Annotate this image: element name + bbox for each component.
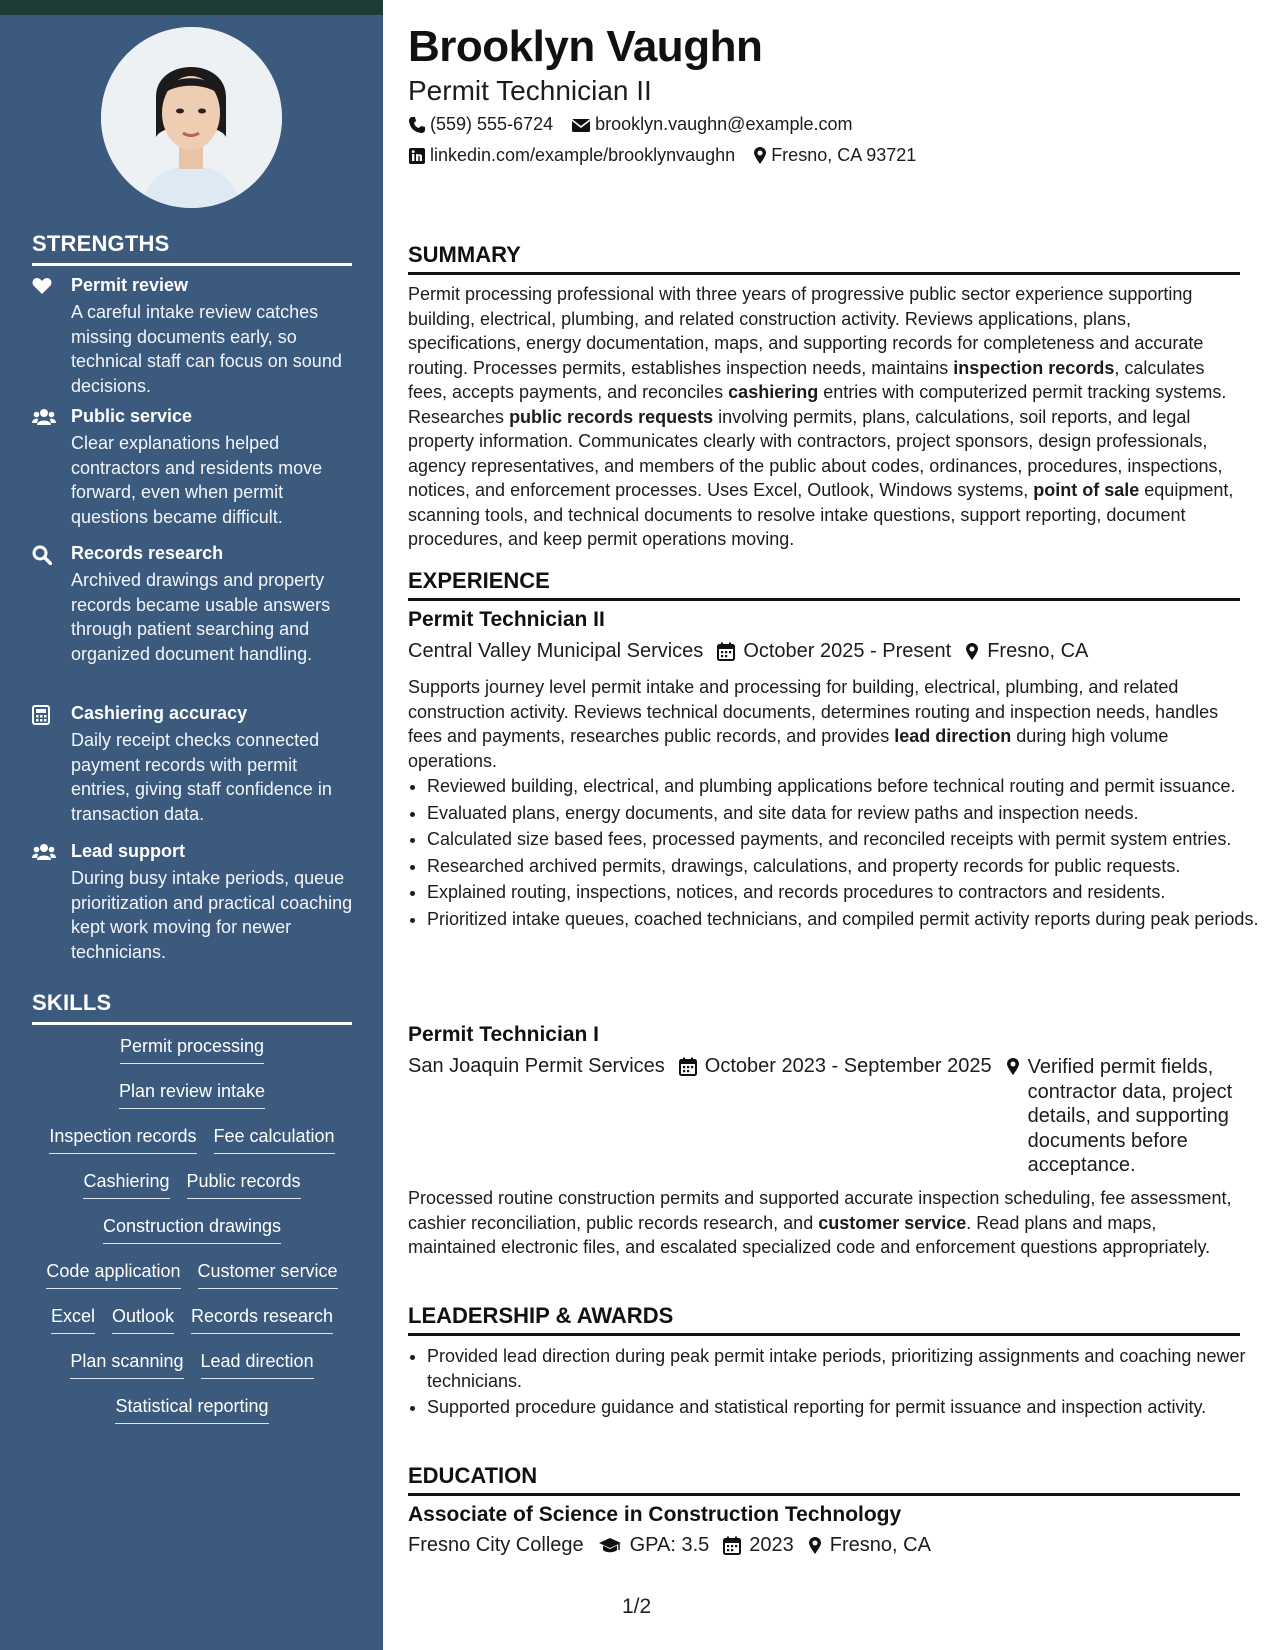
map-pin-icon xyxy=(753,146,767,165)
skill-tag: Excel xyxy=(51,1306,95,1334)
job-dates: October 2025 - Present xyxy=(743,640,952,662)
job-location: Verified permit fields, contractor data, project details, and supporting documents before acceptance. xyxy=(1027,1056,1233,1176)
candidate-name: Brooklyn Vaughn xyxy=(408,22,763,71)
linkedin-link[interactable]: linkedin.com/example/brooklynvaughn xyxy=(430,145,736,165)
gpa-text: GPA: 3.5 xyxy=(629,1534,710,1556)
bullet-item: • Provided lead direction during peak permit intake periods, prioritizing assignments and coaching newer technicians. xyxy=(427,1344,1259,1393)
strength-description: During busy intake periods, queue prioritization and practical coaching kept work moving for newer technicians. xyxy=(71,868,353,962)
bullet-item: • Explained routing, inspections, notices, and records procedures to contractors and residents. xyxy=(427,880,1259,905)
degree-title: Associate of Science in Construction Technology xyxy=(408,1503,902,1526)
skills-row xyxy=(32,1171,352,1216)
page-number: 1/2 xyxy=(622,1595,652,1618)
skill-tag: Inspection records xyxy=(49,1126,196,1154)
company-name: San Joaquin Permit Services xyxy=(408,1055,665,1077)
education-heading: EDUCATION xyxy=(408,1463,1240,1496)
job-highlight: lead direction xyxy=(894,726,1012,746)
skill-tag: Permit processing xyxy=(120,1036,264,1064)
strength-description: Daily receipt checks connected payment records with permit entries, giving staff confidence in transaction data. xyxy=(71,730,332,824)
education-meta xyxy=(408,1534,945,1557)
calendar-icon xyxy=(679,1057,697,1076)
job-meta xyxy=(408,1055,1257,1178)
education-year: 2023 xyxy=(749,1534,794,1556)
job-description: Supports journey level permit intake and processing for building, electrical, plumbing, and related construction activity. Reviews technical documents, determines routing and inspection needs, handles fees and payments, researches public records, and provides lead direction during high volume operations. xyxy=(408,677,1219,771)
skill-tag: Code application xyxy=(46,1261,180,1289)
skills-heading: SKILLS xyxy=(32,990,352,1025)
skill-tag: Plan review intake xyxy=(119,1081,265,1109)
skill-tag: Records research xyxy=(191,1306,333,1334)
job-title: Permit Technician I xyxy=(408,1023,599,1046)
summary-highlight: inspection records xyxy=(953,357,1115,378)
linkedin-icon xyxy=(408,147,426,165)
skill-tag: Fee calculation xyxy=(214,1126,335,1154)
job-highlight: customer service xyxy=(818,1212,967,1233)
strength-title: Cashiering accuracy xyxy=(71,703,248,723)
skills-row xyxy=(32,1306,352,1351)
skill-tag: Lead direction xyxy=(201,1351,314,1379)
strength-title: Public service xyxy=(71,406,193,426)
strength-item xyxy=(32,406,352,526)
skills-row xyxy=(32,1126,352,1171)
strength-description: Clear explanations helped contractors and residents move forward, even when permit questions became difficult. xyxy=(71,433,323,527)
calculator-icon xyxy=(32,705,54,725)
strengths-heading: STRENGTHS xyxy=(32,231,352,266)
leadership-bullets xyxy=(408,1344,1259,1422)
education-location-item xyxy=(808,1534,931,1557)
phone-icon xyxy=(408,116,426,134)
phone-item xyxy=(408,114,553,135)
bullet-item: • Calculated size based fees, processed payments, and reconciled receipts with permit system entries. xyxy=(427,827,1259,852)
graduation-cap-icon xyxy=(598,1537,622,1555)
date-item xyxy=(679,1055,992,1078)
sidebar-top-bar xyxy=(0,0,383,15)
gpa-item xyxy=(598,1534,710,1557)
bullet-item: • Evaluated plans, energy documents, and site data for review paths and inspection needs. xyxy=(427,801,1259,826)
skill-tag: Cashiering xyxy=(83,1171,169,1199)
strength-item xyxy=(32,841,352,961)
map-pin-icon xyxy=(965,642,979,661)
sidebar xyxy=(0,0,383,1650)
job-location-item xyxy=(1006,1055,1243,1178)
job-bullets xyxy=(408,774,1259,933)
job-dates: October 2023 - September 2025 xyxy=(704,1055,992,1077)
candidate-title: Permit Technician II xyxy=(408,75,652,106)
calendar-icon xyxy=(723,1536,741,1555)
contact-row xyxy=(408,145,934,166)
strength-title: Lead support xyxy=(71,841,186,861)
skill-tag: Construction drawings xyxy=(103,1216,281,1244)
skill-tag: Statistical reporting xyxy=(115,1396,268,1424)
bullet-item: • Researched archived permits, drawings, calculations, and property records for public requests. xyxy=(427,854,1259,879)
company-name: Central Valley Municipal Services xyxy=(408,640,704,662)
email-item xyxy=(571,114,852,135)
location-item xyxy=(753,145,916,166)
skill-tag: Outlook xyxy=(112,1306,174,1334)
job-location-item xyxy=(965,640,1088,663)
email-link[interactable]: brooklyn.vaughn@example.com xyxy=(595,114,853,134)
skill-tag: Customer service xyxy=(198,1261,338,1289)
date-item xyxy=(723,1534,794,1557)
people-icon xyxy=(32,408,54,428)
skills-row xyxy=(32,1216,352,1261)
calendar-icon xyxy=(717,642,735,661)
experience-heading: EXPERIENCE xyxy=(408,568,1240,601)
strength-description: A careful intake review catches missing documents early, so technical staff can focus on sound decisions. xyxy=(71,302,342,396)
summary-heading: SUMMARY xyxy=(408,242,1240,275)
people-icon xyxy=(32,843,54,863)
skills-row xyxy=(32,1396,352,1441)
location-text: Fresno, CA 93721 xyxy=(771,145,917,165)
skill-tag: Public records xyxy=(187,1171,301,1199)
bullet-item: • Prioritized intake queues, coached technicians, and compiled permit activity reports during peak periods. xyxy=(427,907,1259,932)
job-meta xyxy=(408,640,1102,663)
profile-photo xyxy=(101,27,282,208)
date-item xyxy=(717,640,951,663)
envelope-icon xyxy=(571,117,591,133)
summary-text: Permit processing professional with three years of progressive public sector experience supporting building, electrical, plumbing, and related construction activity. Reviews applications, plans, specifications, energy documentation, maps, and supporting records for completeness and accurate routing. Processes permits, establishes inspection needs, maintains inspection records, calculates fees, accepts payments, and reconciles cashiering entries with computerized permit tracking systems. Researches public records requests involving permits, plans, calculations, soil reports, and legal property information. Communicates clearly with contractors, project sponsors, design professionals, agency representatives, and members of the public about codes, ordinances, procedures, inspections, notices, and enforcement processes. Uses Excel, Outlook, Windows systems, point of sale equipment, scanning tools, and technical documents to resolve intake questions, support reporting, document procedures, and keep permit operations moving. xyxy=(408,284,1234,549)
map-pin-icon xyxy=(808,1536,822,1555)
strength-item xyxy=(32,703,352,823)
skills-row xyxy=(32,1036,352,1081)
job-title: Permit Technician II xyxy=(408,608,605,631)
strength-description: Archived drawings and property records became usable answers through patient searching and organized document handling. xyxy=(71,570,331,664)
skills-row xyxy=(32,1351,352,1396)
linkedin-item xyxy=(408,145,735,166)
map-pin-icon xyxy=(1006,1057,1020,1076)
phone-text: (559) 555-6724 xyxy=(430,114,554,134)
bullet-item: • Reviewed building, electrical, and plumbing applications before technical routing and permit issuance. xyxy=(427,774,1259,799)
strength-item xyxy=(32,543,352,663)
contact-row xyxy=(408,114,871,135)
school-name: Fresno City College xyxy=(408,1534,584,1556)
summary-highlight: cashiering xyxy=(728,382,819,402)
summary-highlight: public records requests xyxy=(509,406,714,427)
job-location: Fresno, CA xyxy=(987,640,1089,662)
skills-row xyxy=(32,1261,352,1306)
strength-title: Permit review xyxy=(71,275,189,295)
heart-icon xyxy=(32,277,54,297)
bullet-item: • Supported procedure guidance and statistical reporting for permit issuance and inspection activity. xyxy=(427,1395,1259,1420)
search-icon xyxy=(32,545,54,565)
strength-title: Records research xyxy=(71,543,224,563)
skill-tag: Plan scanning xyxy=(70,1351,183,1379)
summary-highlight: point of sale xyxy=(1033,480,1140,500)
education-location: Fresno, CA xyxy=(829,1534,931,1556)
skills-row xyxy=(32,1081,352,1126)
skills-list xyxy=(32,1036,352,1441)
strength-item xyxy=(32,275,352,395)
job-description: Processed routine construction permits and supported accurate inspection scheduling, fee assessment, cashier reconciliation, public records research, and customer service. Read plans and maps, maintained electronic files, and escalated specialized code and enforcement questions appropriately. xyxy=(408,1188,1232,1257)
leadership-heading: LEADERSHIP & AWARDS xyxy=(408,1303,1240,1336)
